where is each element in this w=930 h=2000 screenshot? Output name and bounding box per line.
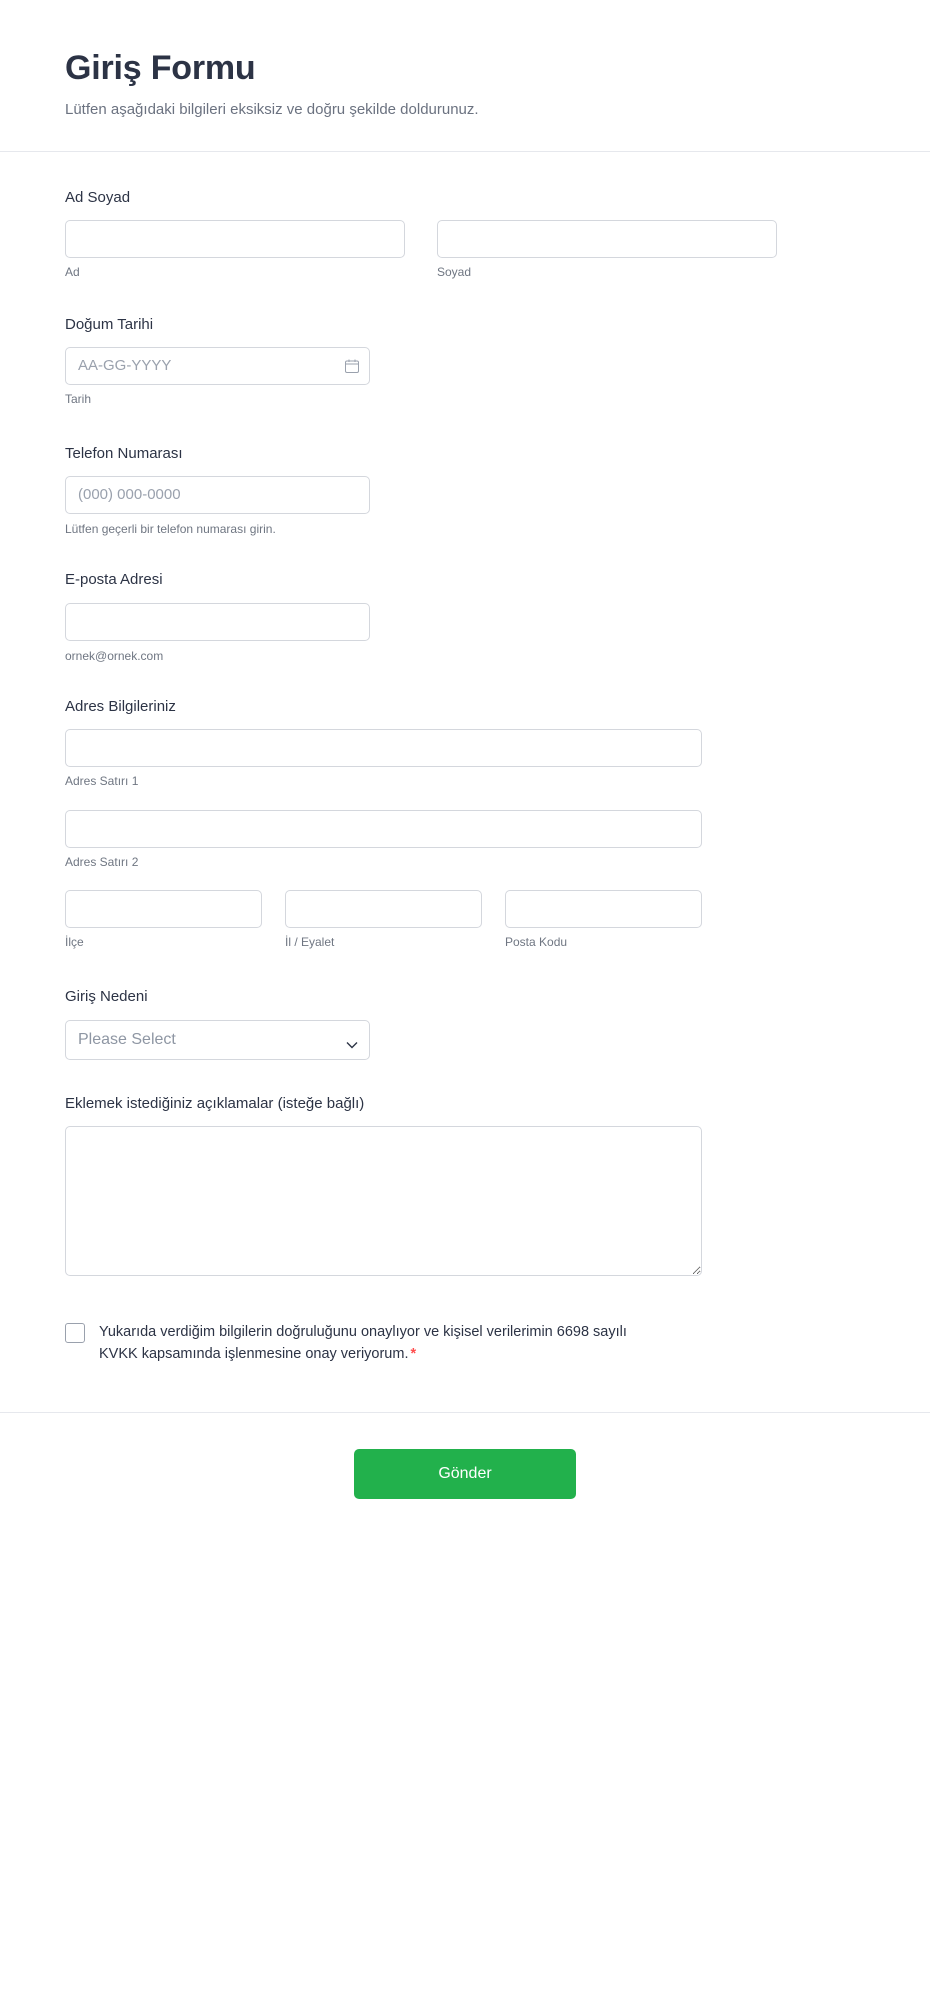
phone-label: Telefon Numarası [65, 444, 183, 462]
first-name-input[interactable] [65, 220, 405, 258]
form-header [0, 0, 930, 152]
form-footer [0, 1412, 930, 1543]
submit-button[interactable]: Gönder [354, 1449, 576, 1499]
city-input[interactable] [65, 890, 262, 928]
field-address [65, 697, 865, 951]
consent-text-wrapper [99, 1321, 659, 1366]
email-input[interactable] [65, 603, 370, 641]
address-line1-group [65, 729, 702, 790]
last-name-input[interactable] [437, 220, 777, 258]
page-subtitle: Lütfen aşağıdaki bilgileri eksiksiz ve doğru şekilde doldurunuz. [65, 100, 479, 118]
last-name-sublabel: Soyad [437, 265, 472, 280]
first-name-group [65, 220, 405, 281]
required-mark: * [410, 1346, 417, 1363]
address-line2-group [65, 810, 702, 871]
full-name-label: Ad Soyad [65, 188, 131, 206]
email-hint: ornek@ornek.com [65, 648, 164, 663]
address-city-state-zip-row [65, 890, 865, 951]
reason-label: Giriş Nedeni [65, 988, 148, 1006]
field-full-name [65, 188, 865, 281]
comments-textarea[interactable] [65, 1126, 702, 1276]
birthdate-input[interactable] [65, 347, 370, 385]
phone-hint: Lütfen geçerli bir telefon numarası girin. [65, 522, 276, 537]
first-name-sublabel: Ad [65, 265, 80, 280]
field-reason [65, 987, 865, 1060]
consent-checkbox[interactable] [65, 1323, 85, 1343]
birthdate-input-wrapper [65, 347, 370, 385]
state-input[interactable] [285, 890, 482, 928]
comments-label: Eklemek istediğiniz açıklamalar (isteğe bağlı) [65, 1094, 365, 1112]
email-label: E-posta Adresi [65, 571, 163, 589]
last-name-group [437, 220, 777, 281]
email-input-wrapper [65, 603, 370, 641]
phone-input-wrapper [65, 476, 370, 514]
reason-select-wrapper [65, 1020, 370, 1060]
birthdate-label: Doğum Tarihi [65, 315, 154, 333]
zip-input[interactable] [505, 890, 702, 928]
field-birthdate [65, 315, 865, 408]
field-email [65, 570, 865, 663]
address-line2-input[interactable] [65, 810, 702, 848]
address-line1-input[interactable] [65, 729, 702, 767]
state-group [285, 890, 482, 951]
city-group [65, 890, 262, 951]
birthdate-sublabel: Tarih [65, 392, 92, 407]
field-comments [65, 1094, 865, 1282]
reason-select[interactable] [65, 1020, 370, 1060]
address-line1-sublabel: Adres Satırı 1 [65, 774, 139, 789]
page-title: Giriş Formu [65, 49, 256, 87]
field-phone [65, 444, 865, 537]
full-name-row [65, 220, 865, 281]
zip-group [505, 890, 702, 951]
consent-text: Yukarıda verdiğim bilgilerin doğruluğunu onaylıyor ve kişisel verilerimin 6698 sayılı KVKK kapsamında işlenmesine onay veriyorum. [99, 1324, 627, 1363]
phone-input[interactable] [65, 476, 370, 514]
form-body [0, 152, 930, 1412]
city-sublabel: İlçe [65, 935, 84, 950]
zip-sublabel: Posta Kodu [505, 935, 568, 950]
address-line2-sublabel: Adres Satırı 2 [65, 854, 139, 869]
address-label: Adres Bilgileriniz [65, 697, 176, 715]
state-sublabel: İl / Eyalet [285, 935, 335, 950]
consent-row [65, 1321, 865, 1366]
